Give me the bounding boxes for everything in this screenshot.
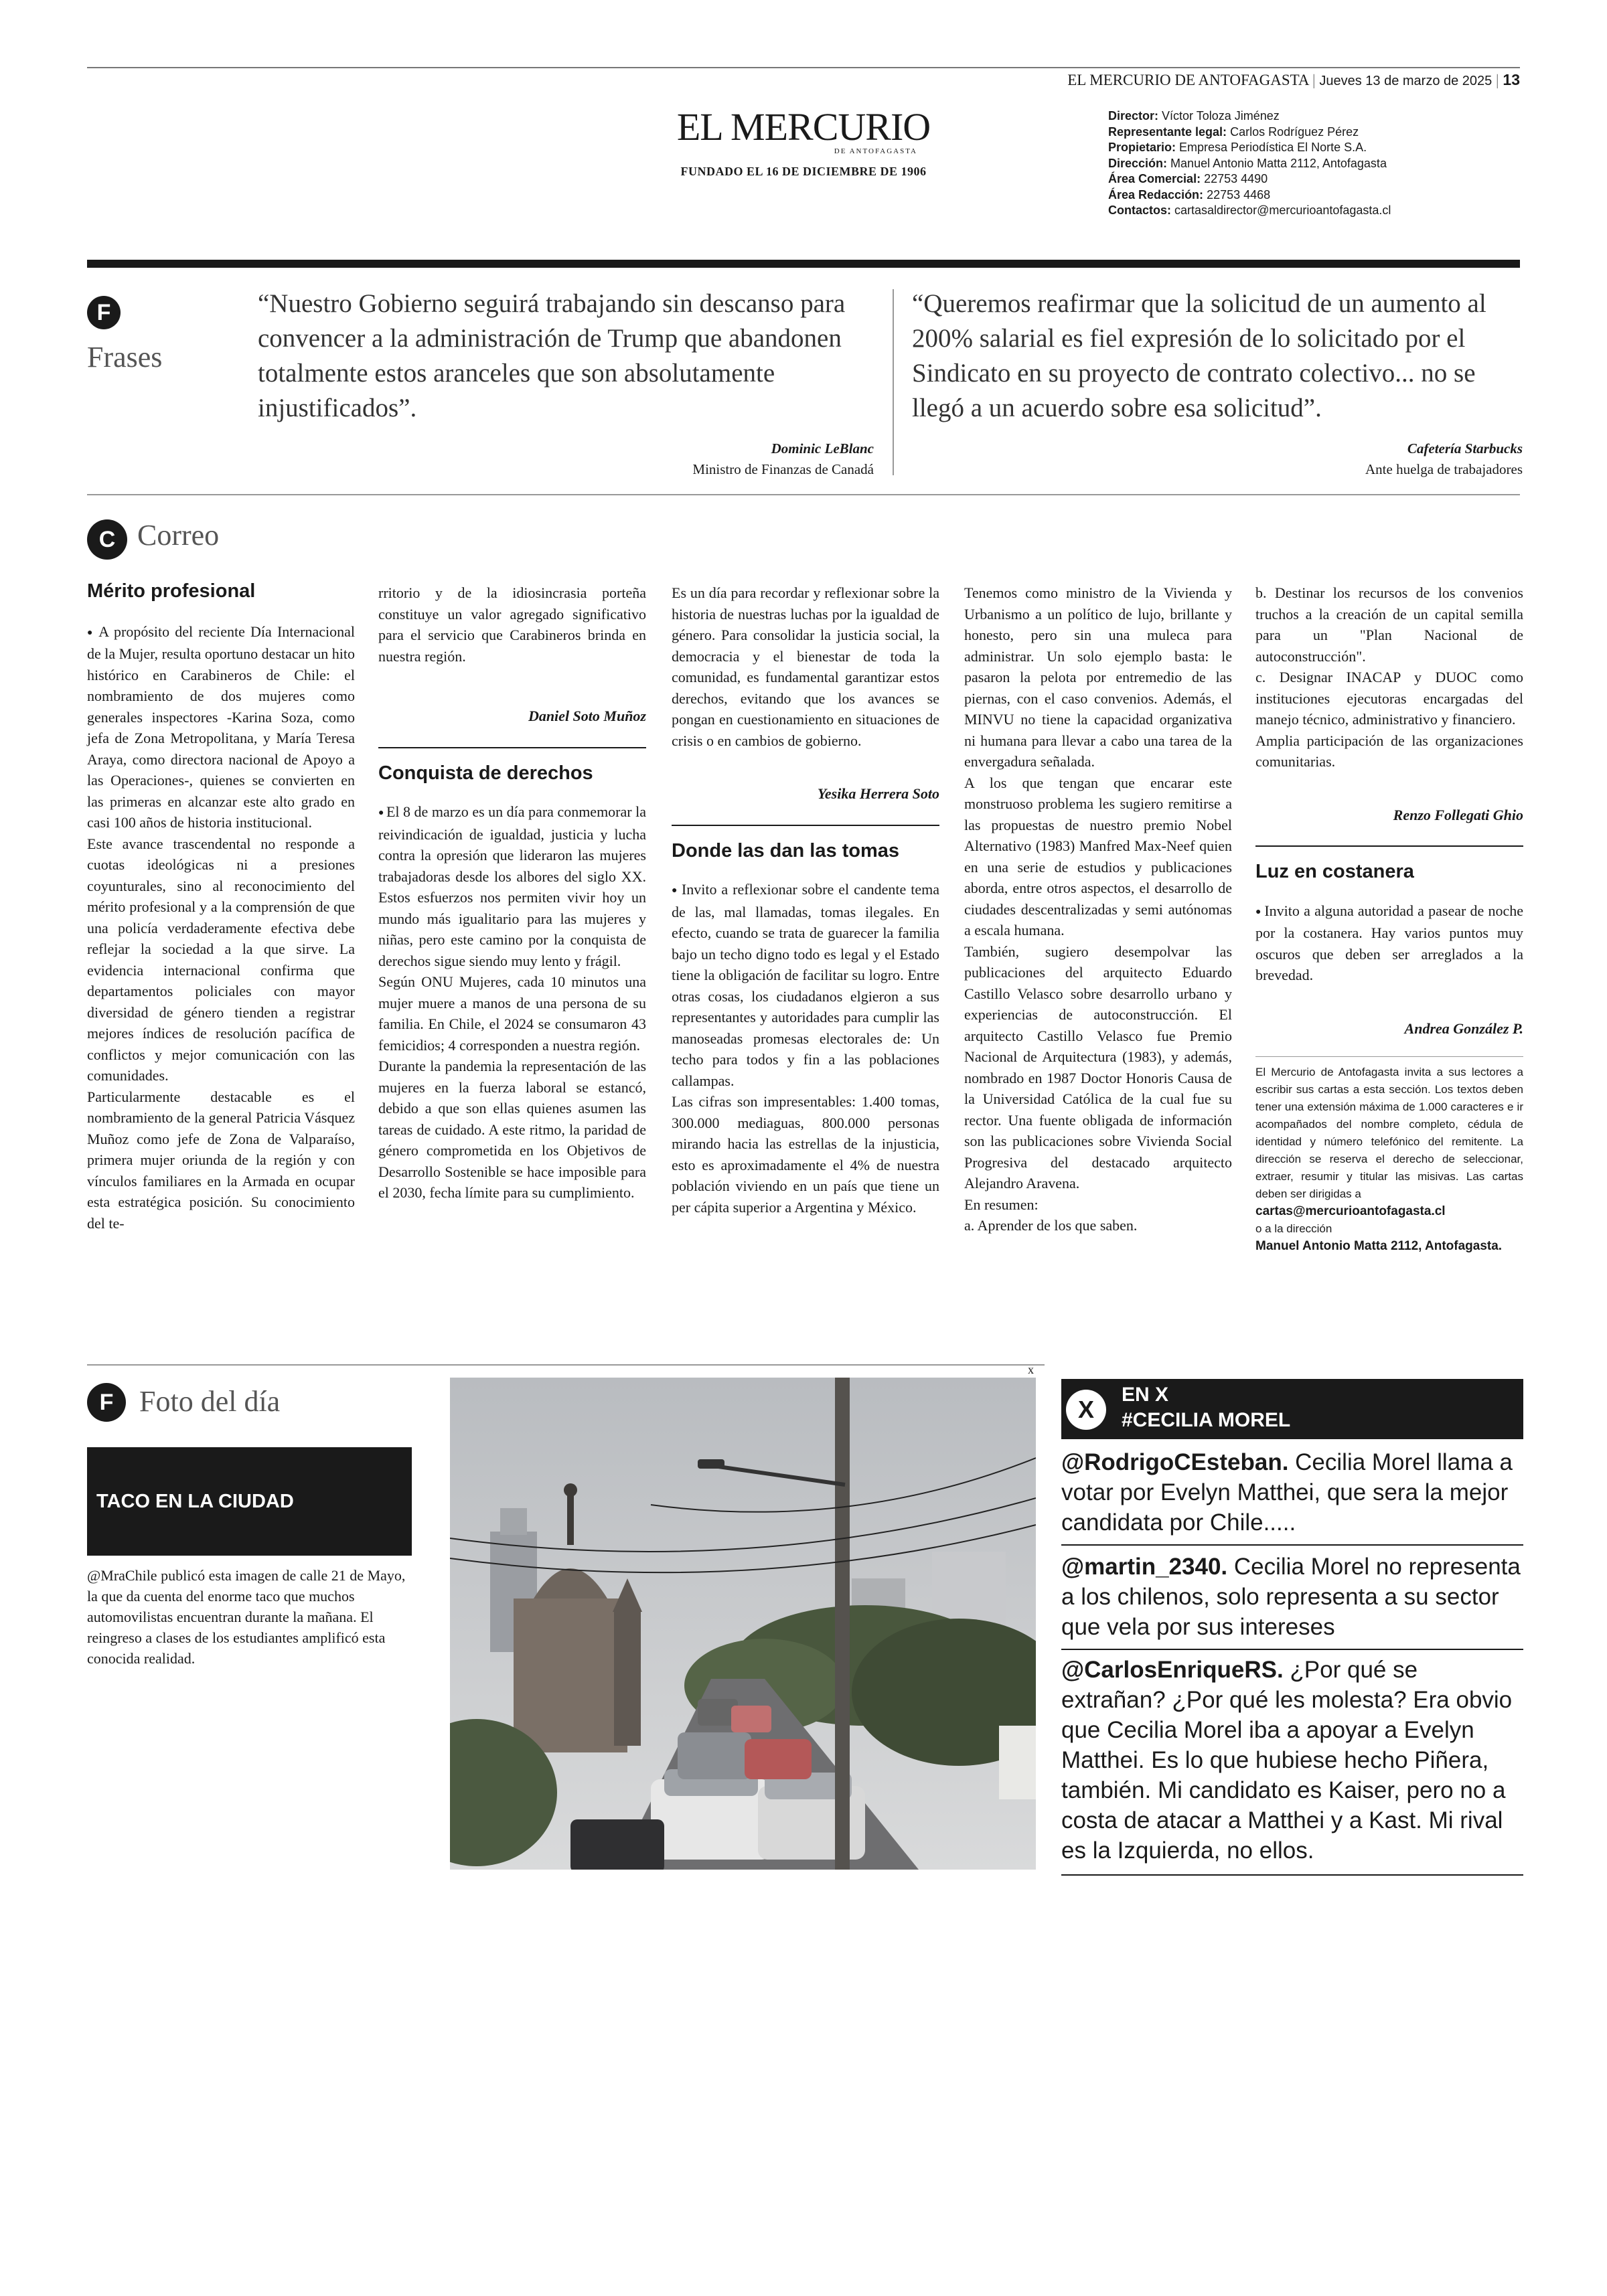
quote-author: Cafetería Starbucks: [1407, 440, 1523, 457]
letter-paragraph: b. Destinar los recursos de los convenios truchos a la creación de un capital semilla para un "Plan Nacional de autoconstrucción".: [1255, 584, 1523, 665]
letter-paragraph: A los que tengan que encarar este monstruoso problema les sugiero remitirse a las propuestas de nuestro premio Nobel Alternativo (1983) Manfred Max-Neef quien en una serie de estudios y publicaciones aborda, entre otros aspectos, el desarrollo de ciudades descentralizadas y semi autónomas a escala humana.: [964, 774, 1232, 938]
letter-column-5: [1255, 582, 1523, 1255]
tweet-text: Cecilia Morel llama a votar por Evelyn Matthei, que sera la mejor candidata por Chile.....: [1061, 1449, 1513, 1536]
enx-hashtag: #CECILIA MOREL: [1122, 1409, 1291, 1431]
x-logo-icon: X: [1066, 1390, 1106, 1430]
staff-line: Contactos: cartasaldirector@mercurioantofagasta.cl: [1108, 203, 1391, 217]
quote-block: [912, 286, 1523, 478]
quote-text: “Nuestro Gobierno seguirá trabajando sin descanso para convencer a la administración de Trump que abandonen totalmente estos aranceles que son absolutamente injustificados”.: [258, 289, 846, 422]
tweet-handle[interactable]: @RodrigoCEsteban.: [1061, 1449, 1289, 1475]
letter-signature: Renzo Follegati Ghio: [1393, 806, 1523, 823]
tweet-text: Cecilia Morel no representa a los chilenos, solo representa a su sector que vela por sus intereses: [1061, 1554, 1521, 1640]
letter-paragraph: ● Invito a alguna autoridad a pasear de noche por la costanera. Hay varios puntos muy oscuros que deben ser arreglados a la brevedad.: [1255, 900, 1523, 986]
letter-signature: Daniel Soto Muñoz: [528, 708, 646, 724]
foto-headline: TACO EN LA CIUDAD: [96, 1490, 294, 1512]
frases-top-rule: [87, 260, 1520, 268]
founded-line: FUNDADO EL 16 DE DICIEMBRE DE 1906: [680, 165, 927, 178]
letter-title: Donde las dan las tomas: [672, 839, 900, 862]
letter-title: Mérito profesional: [87, 580, 256, 602]
staff-box: [1108, 108, 1510, 219]
correo-title: Correo: [137, 519, 220, 552]
staff-line: Representante legal: Carlos Rodríguez Pérez: [1108, 125, 1359, 139]
tweet-text: ¿Por qué se extrañan? ¿Por qué les molesta? Era obvio que Cecilia Morel iba a apoyar a Evelyn Matthei. Es lo que hubiese hecho Piñera, también. Mi candidato es Kaiser, pero no a costa de atacar a Matthei y a Kast. Mi rival es la Izquierda, no ellos.: [1061, 1657, 1513, 1864]
frases-divider: [893, 289, 894, 475]
letter-paragraph: ● Invito a reflexionar sobre el candente tema de las, mal llamadas, tomas ilegales. En efecto, cuando se trata de guarecer la familia bajo un techo digno todo es legal y el Estado tiene la obligación de facilitar su logro. Entre otras cosas, los ciudadanos elgieron a sus representantes y autoridades para cumplir las manoseadas promesas electorales de: Un techo para todos y fin a las poblaciones callampas.: [672, 879, 939, 1091]
staff-line: Área Redacción: 22753 4468: [1108, 187, 1271, 201]
letter-column-4: [964, 582, 1232, 1236]
frases-title: Frases: [87, 341, 163, 374]
letter-paragraph: Durante la pandemia la representación de las mujeres en la fuerza laboral se estancó, debido a que son ellas quienes asumen las tareas de cuidado. A este ritmo, la paridad de género comprometida en los Objetivos de Desarrollo Sostenible se hace imposible para el 2030, fecha límite para su cumplimiento.: [378, 1058, 646, 1202]
foto-x-mark: x: [1028, 1363, 1034, 1376]
letter-separator: [672, 825, 939, 826]
letter-paragraph: Este avance trascendental no responde a cuotas ideológicas ni a presiones coyunturales, sino al reconocimiento del mérito profesional y a la comprensión de que una policía verdaderamente efectiva debe reflejar la sociedad a la que sirve. La evidencia internacional confirma que departamentos policiales con mayor diversidad de género tienden a registrar mejores índices de resolución pacífica de conflictos y mejor comunicación con las comunidades.: [87, 835, 355, 1084]
submission-or: o a la dirección: [1255, 1222, 1332, 1236]
page-number: 13: [1503, 71, 1520, 88]
foto-title: Foto del día: [139, 1385, 281, 1418]
letter-paragraph: ● A propósito del reciente Día Internacional de la Mujer, resulta oportuno destacar un hito histórico en Carabineros de Chile: el nombramiento de dos mujeres como generales inspectores -Karina Soza, como jefa de Zona Metropolitana, y María Teresa Araya, como directora nacional de Apoyo a las Operaciones-, quienes se convierten en las primeras en alcanzar este alto grado en casi 100 años de historia institucional.: [87, 621, 355, 833]
letter-paragraph: Es un día para recordar y reflexionar sobre la historia de nuestras luchas por la igualdad de género. Para consolidar la justicia social, la democracia y el bienestar de toda la comunidad, es fundamental garantizar estos derechos, evitando que los avances se pongan en cuestionamiento en situaciones de crisis o en cambios de gobierno.: [672, 584, 939, 749]
submission-address: Manuel Antonio Matta 2112, Antofagasta.: [1255, 1239, 1503, 1254]
staff-line: Dirección: Manuel Antonio Matta 2112, Antofagasta: [1108, 156, 1387, 170]
letter-paragraph: ● El 8 de marzo es un día para conmemorar la reivindicación de igualdad, justicia y lucha contra la opresión que lideraron las mujeres trabajadoras desde los albores del siglo XX. Estos esfuerzos nos permiten vivir hoy un mundo más igualitario para las mujeres y niñas, pero este camino por la conquista de derechos sigue siendo muy lento y frágil.: [378, 801, 646, 971]
tweet-handle[interactable]: @martin_2340.: [1061, 1554, 1228, 1580]
masthead: [663, 107, 944, 179]
letter-column-1: [87, 581, 355, 1234]
letter-signature: Yesika Herrera Soto: [817, 785, 939, 802]
header-date: Jueves 13 de marzo de 2025: [1319, 74, 1493, 88]
letter-paragraph: Particularmente destacable es el nombramiento de la general Patricia Vásquez Muñoz como jefe de Zona de Valparaíso, primera mujer oriunda de la región y con vínculos familiares en la Armada en ocupar esta estratégica posición. Su conocimiento del te-: [87, 1088, 355, 1232]
letter-paragraph: Las cifras son impresentables: 1.400 tomas, 300.000 mediaguas, 800.000 personas mirando hacia las estrellas de la injusticia, esto es aproximadamente el 4% de nuestra población viviendo en un país que tiene un per cápita superior a Argentina y México.: [672, 1093, 939, 1216]
staff-line: Área Comercial: 22753 4490: [1108, 172, 1268, 185]
tweet-handle[interactable]: @CarlosEnriqueRS.: [1061, 1657, 1284, 1683]
letter-paragraph: Tenemos como ministro de la Vivienda y Urbanismo a un político de lujo, brillante y honesto, pero sin una muleca para administrar. Un solo ejemplo basta: le pasaron la pelota por entremedio de las piernas, con el caso convenios. Además, el MINVU no tiene la capacidad organizativa ni humana para llevar a cabo una tarea de la envergadura señalada.: [964, 584, 1232, 770]
running-header: EL MERCURIO DE ANTOFAGASTA | Jueves 13 de marzo de 2025 | 13: [1067, 71, 1520, 88]
staff-line: Director: Víctor Toloza Jiménez: [1108, 109, 1280, 122]
top-rule: [87, 67, 1520, 68]
traffic-photo: [450, 1378, 1036, 1870]
letter-paragraph: También, sugiero desempolvar las publicaciones del arquitecto Eduardo Castillo Velasco sobre desarrollo urbano y experiencias de autoconstrucción. El arquitecto Castillo Velasco fue Premio Nacional de Arquitectura (1983), y además, nombrado en 1987 Doctor Honoris Causa de la Universidad Católica de la cual fue su rector. Una fuente obligada de información son las publicaciones sobre Vivienda Social Progresiva del destacado arquitecto Alejandro Aravena.: [964, 942, 1232, 1192]
letter-separator: [378, 747, 646, 748]
correo-top-rule: [87, 494, 1520, 495]
letter-separator: [1255, 1056, 1523, 1057]
tweet-divider: [1061, 1874, 1523, 1876]
tweet: [1061, 1552, 1523, 1642]
masthead-name: EL MERCURIO: [676, 105, 931, 149]
foto-top-rule: [87, 1364, 1045, 1366]
letter-paragraph: Según ONU Mujeres, cada 10 minutos una mujer muere a manos de una persona de su familia. En Chile, el 2024 se consumaron 43 femicidios; 4 corresponden a nuestra región.: [378, 973, 646, 1054]
tweet-divider: [1061, 1544, 1523, 1546]
quote-role: Ante huelga de trabajadores: [1365, 461, 1523, 477]
header-paper: EL MERCURIO DE ANTOFAGASTA: [1067, 72, 1309, 88]
letter-paragraph: c. Designar INACAP y DUOC como instituciones ejecutoras encargadas del manejo técnico, administrativo y financiero.: [1255, 669, 1523, 728]
quote-role: Ministro de Finanzas de Canadá: [692, 461, 874, 477]
tweet: [1061, 1447, 1523, 1538]
foto-caption: @MraChile publicó esta imagen de calle 21 de Mayo, la que da cuenta del enorme taco que muchos automovilistas encuentran durante la mañana. El reingreso a clases de los estudiantes amplificó esta conocida realidad.: [87, 1567, 406, 1667]
letter-title: Conquista de derechos: [378, 762, 593, 784]
enx-label: EN X: [1122, 1384, 1169, 1406]
staff-line: Propietario: Empresa Periodística El Norte S.A.: [1108, 141, 1367, 154]
submission-note: [1255, 1064, 1523, 1255]
tweet-divider: [1061, 1649, 1523, 1650]
foto-headline-box: [87, 1447, 412, 1556]
letter-paragraph: a. Aprender de los que saben.: [964, 1217, 1138, 1234]
letter-paragraph: En resumen:: [964, 1196, 1039, 1213]
frases-badge-icon: F: [87, 296, 121, 329]
quote-text: “Queremos reafirmar que la solicitud de un aumento al 200% salarial es fiel expresión de lo solicitado por el Sindicato en su proyecto de contrato colectivo... no se llegó a un acuerdo sobre esa solicitud”.: [912, 289, 1486, 422]
correo-badge-icon: C: [87, 519, 127, 560]
quote-author: Dominic LeBlanc: [771, 440, 874, 457]
submission-note-text: El Mercurio de Antofagasta invita a sus lectores a escribir sus cartas a esta sección. Los textos deben tener una extensión máxima de 1.000 caracteres e ir acompañados del nombre completo, cédula de identidad y número telefónico del remitente. La dirección se reserva el derecho de seleccionar, extraer, resumir y titular las misivas. Las cartas deben ser dirigidas a: [1255, 1066, 1523, 1201]
submission-email[interactable]: cartas@mercurioantofagasta.cl: [1255, 1204, 1446, 1219]
foto-badge-icon: F: [87, 1383, 126, 1422]
letter-signature: Andrea González P.: [1404, 1019, 1523, 1037]
masthead-sub: DE ANTOFAGASTA: [834, 147, 917, 155]
letter-paragraph: Amplia participación de las organizaciones comunitarias.: [1255, 732, 1523, 770]
letter-column-3: [672, 582, 939, 1218]
letter-title: Luz en costanera: [1255, 861, 1414, 882]
letter-paragraph: rritorio y de la idiosincrasia porteña constituye un valor agregado significativo para el servicio que Carabineros brinda en nuestra región.: [378, 584, 646, 665]
tweet: [1061, 1655, 1523, 1866]
traffic-photo-illustration: [450, 1378, 1036, 1870]
quote-block: [258, 286, 874, 478]
letter-column-2: [378, 582, 646, 1204]
letter-separator: [1255, 845, 1523, 847]
